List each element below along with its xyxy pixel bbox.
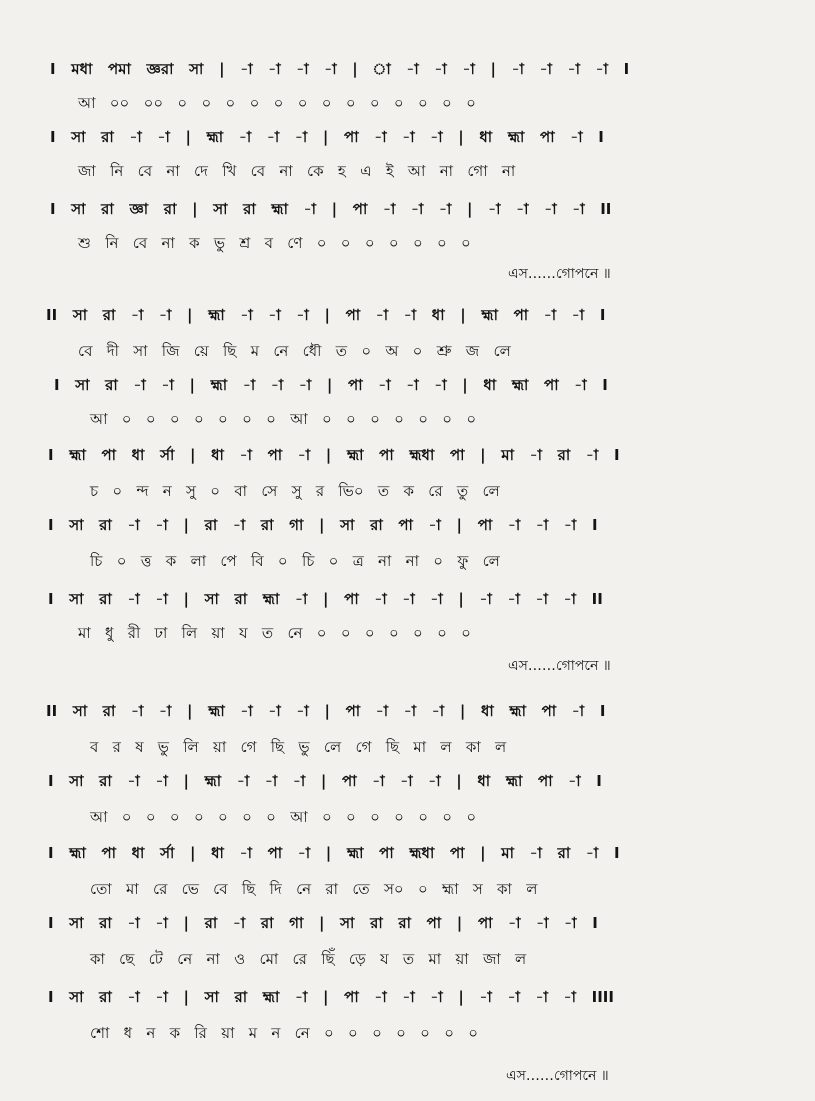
lyric-text: মা ধু রী ঢা লি য়া য ত নে ০ ০ ০ ০ ০ ০ ০: [78, 624, 471, 642]
swara-text: I সা রা -া -া | হ্মা -া -া -া | পা -া -া -া | ধা হ্মা পা -া I: [50, 128, 604, 146]
lyric-text: আ ০০ ০০ ০ ০ ০ ০ ০ ০ ০ ০ ০ ০ ০ ০ ০: [78, 94, 476, 112]
swara-line: [0, 588, 815, 610]
swara-line: [0, 58, 815, 80]
swara-text: I সা রা -া -া | রা -া রা গা | সা রা রা পা | পা -া -া -া I: [48, 914, 598, 932]
swara-line: [0, 444, 815, 466]
lyric-text: শু নি বে না ক ভু শ্র ব ণে ০ ০ ০ ০ ০ ০ ০: [78, 234, 471, 252]
lyric-line: [0, 806, 815, 828]
lyric-line: [0, 550, 815, 572]
swara-line: [0, 986, 815, 1008]
swara-text: I সা রা -া -া | সা রা হ্মা -া | পা -া -া -া | -া -া -া -া IIII: [48, 988, 614, 1006]
swara-line: [0, 912, 815, 934]
lyric-line: [0, 340, 815, 362]
lyric-line: [0, 408, 815, 430]
lyric-text: চ ০ ন্দ ন সু ০ বা সে সু র ভি০ ত ক রে তু লে: [90, 482, 500, 500]
swara-line: [0, 126, 815, 148]
swara-line: [0, 770, 815, 792]
lyric-text: তো মা রে ভে বে ছি দি নে রা তে স০ ০ হ্মা স কা ল: [90, 880, 538, 898]
lyric-text: বে দী সা জি য়ে ছি ম নে ধৌ ত ০ অ ০ শ্রু জ লে: [78, 342, 511, 360]
swara-line: [0, 304, 815, 326]
lyric-line: [0, 948, 815, 970]
swara-text: I হ্মা পা ধা র্সা | ধা -া পা -া | হ্মা পা হ্মধা পা | মা -া রা -া I: [48, 844, 620, 862]
swara-text: I সা রা -া -া | সা রা হ্মা -া | পা -া -া -া | -া -া -া -া II: [48, 590, 603, 608]
swara-text: I সা রা -া -া | হ্মা -া -া -া | পা -া -া -া | ধা হ্মা পা -া I: [54, 376, 608, 394]
lyric-text: চি ০ ত্ত ক লা পে বি ০ চি ০ ত্র না না ০ ফু লে: [90, 552, 500, 570]
lyric-text: কা ছে টে নে না ও মো রে ছিঁ ড়ে য ত মা য়া জা ল: [90, 950, 527, 968]
refrain-text: এস……গোপনে ॥: [508, 658, 611, 674]
lyric-line: [0, 232, 815, 254]
swara-text: I মধা পমা জ্ঞরা সা | -া -া -া -া | া -া -া -া | -া -া -া -া I: [50, 60, 630, 78]
lyric-text: শো ধ ন ক রি য়া ম ন নে ০ ০ ০ ০ ০ ০ ০: [90, 1024, 479, 1042]
swara-text: I হ্মা পা ধা র্সা | ধা -া পা -া | হ্মা পা হ্মধা পা | মা -া রা -া I: [48, 446, 620, 464]
swara-text: I সা রা -া -া | রা -া রা গা | সা রা পা -া | পা -া -া -া I: [48, 516, 598, 534]
lyric-text: আ ০ ০ ০ ০ ০ ০ ০ আ ০ ০ ০ ০ ০ ০ ০: [90, 808, 477, 826]
swara-line: [0, 700, 815, 722]
lyric-line: [0, 736, 815, 758]
swara-line: [0, 514, 815, 536]
lyric-text: আ ০ ০ ০ ০ ০ ০ ০ আ ০ ০ ০ ০ ০ ০ ০: [90, 410, 477, 428]
lyric-line: [0, 1022, 815, 1044]
swara-text: I সা রা -া -া | হ্মা -া -া -া | পা -া -া -া | ধা হ্মা পা -া I: [48, 772, 602, 790]
lyric-text: জা নি বে না দে খি বে না কে হ এ ই আ না গো না: [78, 162, 516, 180]
swara-line: [0, 842, 815, 864]
swara-text: II সা রা -া -া | হ্মা -া -া -া | পা -া -া ধা | হ্মা পা -া -া I: [46, 306, 606, 324]
refrain-text: এস……গোপনে ॥: [508, 266, 611, 282]
lyric-line: [0, 878, 815, 900]
lyric-line: [0, 92, 815, 114]
lyric-line: [0, 480, 815, 502]
lyric-line: [0, 160, 815, 182]
refrain-text: এস……গোপনে ॥: [506, 1068, 609, 1084]
swara-line: [0, 374, 815, 396]
swara-text: I সা রা জ্ঞা রা | সা রা হ্মা -া | পা -া -া -া | -া -া -া -া II: [50, 200, 612, 218]
lyric-line: [0, 622, 815, 644]
swara-text: II সা রা -া -া | হ্মা -া -া -া | পা -া -া -া | ধা হ্মা পা -া I: [46, 702, 606, 720]
swara-line: [0, 198, 815, 220]
lyric-text: ব র ষ ভু লি য়া গে ছি ভু লে গে ছি মা ল কা ল: [90, 738, 507, 756]
